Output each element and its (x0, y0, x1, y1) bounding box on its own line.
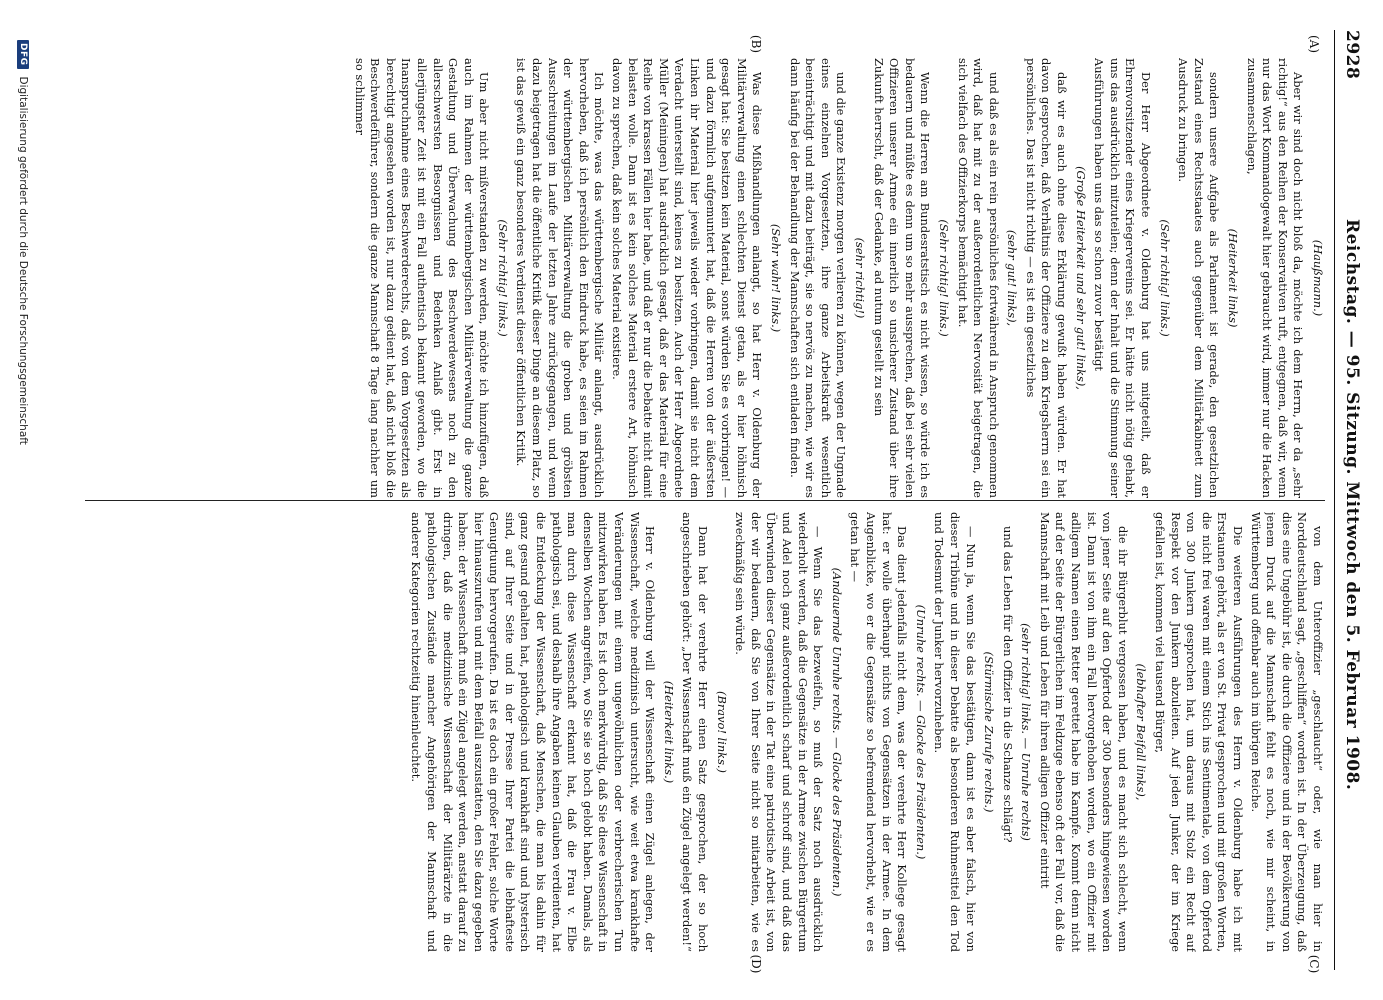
paragraph: Aber wir sind doch nicht bloß da, möchte ich dem Herrn, der da „sehr richtig!“ aus den Reihen der Konservativen ruft, entgegnen, daß wir, wenn nur das Wort Kommandogewalt hier gebraucht wird, immer nur die Hacken zusammenschlagen, (1244, 58, 1306, 498)
interjection: (sehr richtig!) (852, 237, 867, 319)
margin-marker-b: (B) (749, 34, 763, 54)
page-number: 2928 (1342, 30, 1362, 80)
header-rule (1334, 30, 1335, 970)
right-column (85, 512, 1325, 952)
interjection: (Bravo! links.) (714, 691, 729, 773)
interjection: (sehr richtig! links. — Unruhe rechts) (1019, 623, 1034, 841)
interjection: (Stürmische Zurufe rechts.) (982, 651, 997, 813)
paragraph: Das dient jedenfalls nicht dem, was der verehrte Herr Kollege gesagt hat: er wolle überhaupt nichts von Gegensätzen in der Armee. In dem Augenblicke, wo er die Gegensätze so befremdend hervorhebt, wie er es getan hat — (848, 512, 910, 952)
interjection: (lebhafter Beifall links), (1134, 663, 1149, 801)
left-column-body (351, 58, 1305, 498)
margin-marker-c: (C) (1307, 954, 1321, 974)
column-divider (85, 500, 1325, 501)
interjection: (Große Heiterkeit und sehr gut! links), (1073, 166, 1088, 390)
left-column (85, 58, 1325, 498)
paragraph: die ihr Bürgerblut vergossen haben, und es macht sich schlecht, wenn von jener Seite auf den Opfertod der 300 besonders hingewiesen worden ist. Dann ist von ihm ein Fall hervorgehoben worden, wo ein Offizier mit adligem Namen einen Retter gerettet habe im Kampfe. Kommt denn nicht auf der Seite der Bürgerlichen im Feldzuge ebenso oft der Fall vor, daß die Mannschaft mit Leib und Leben für ihren adligen Offizier eintritt (1037, 512, 1130, 952)
paragraph: und das Leben für den Offizier in die Schanze schlägt? (1000, 526, 1015, 843)
paragraph: Die weiteren Ausführungen des Herrn v. Oldenburg habe ich mit Erstaunen gehört, als er von St. Privat gesprochen und mit großen Worten, die nicht frei waren mit einem Stich ins Sentimentale, von dem Opfertod von 300 Junkern gesprochen hat, um daraus mit Stolz ein Recht auf Respekt vor den Junkern abzuleiten. Auf jeden Junker, der im Kriege gefallen ist, kommen viel tausend Bürger, (1153, 512, 1246, 952)
interjection: (Heiterkeit links.) (661, 680, 676, 784)
paragraph: von dem Unteroffizier „geschlaucht“ oder, wie man hier in Norddeutschland sagt, „geschliffen“ worden ist. In der Überzeugung, daß dies eine Ungebühr ist, die durch die Offiziere und in der Bevölkerung von jenem Druck auf die Mannschaft fehlt es noch, wie mir scheint, in Württemberg und offenbar auch im übrigen Reiche. (1248, 512, 1325, 952)
interjection: (Andauernde Unruhe rechts. — Glocke des Präsidenten.) (829, 567, 844, 897)
paragraph: und daß es als ein rein persönliches fortwährend in Anspruch genommen wird, daß hat mit zu der außerordentlichen Nervosität beigetragen, die sich vielfach des Offizierkorps bemächtigt hat. (955, 58, 1001, 498)
interjection: (Heiterkeit links) (1226, 228, 1241, 328)
interjection: (sehr gut! links), (1005, 229, 1020, 327)
paragraph: Herr v. Oldenburg will der Wissenschaft einen Zügel anlegen, der Wissenschaft, welche medizinisch untersucht, wie weit etwa krankhafte Veränderungen mit einem ungewöhnlichen oder verbrecherischen Tun mitzuwirken haben. Es ist doch merkwürdig, daß Sie diese Wissenschaft in denselben Wochen angreifen, wo Sie sie so hoch gelobt haben. Damals, als man durch diese Wissenschaft erkannt hat, daß die Frau v. Elbe pathologisch sei, und deshalb ihre Angaben keinen Glauben verdienten, hat die Entdeckung der Wissenschaft, daß Menschen, die man bis dahin für ganz gesund gehalten hat, pathologisch und krankhaft sind und hysterisch sind, auf Ihrer Seite und in der Presse Ihrer Partei die lebhafteste Genugtuung hervorgerufen. Da ist es doch ein großer Fehler, solche Worte hier hinauszurufen und mit dem Beifall auszustatten, den Sie dazu gegeben haben: der Wissenschaft muß ein Zügel angelegt werden, anstatt darauf zu dringen, daß die medizinische Wissenschaft der Militärärzte in die pathologischen Zustände mancher Angehörigen der Mannschaft und anderer Kategorien rechtzeitig hineinleuchtet. (409, 512, 658, 952)
interjection: (Sehr richtig! links.) (936, 219, 951, 337)
paragraph: Dann hat der verehrte Herr einen Satz gesprochen, der so hoch angeschrieben gehört: „Der Wissenschaft muß ein Zügel angelegt werden!“ (680, 512, 711, 952)
page-title: Reichstag. — 95. Sitzung. Mittwoch den 5. Februar 1908. (1342, 218, 1362, 791)
paragraph: — Nun ja, wenn Sie das bestätigen, dann ist es aber falsch, hier von dieser Tribüne und in dieser Debatte als besonderen Ruhmestitel den Tod und Todesmut der Junker hervorzuheben. (932, 512, 978, 952)
interjection: (Sehr richtig! links.) (1157, 219, 1172, 337)
margin-marker-d: (D) (749, 954, 763, 974)
paragraph: — Wenn Sie das bezweifeln, so muß der Satz noch ausdrücklich wiederholt werden, daß die Gegensätze in der Armee zwischen Bürgertum und Adel noch ganz außerordentlich scharf und schroff sind, und daß das Überwinden dieser Gegensätze in der Tat eine patriotische Arbeit ist, von der wir bedauern, daß Sie von Ihrer Seite nicht so mitarbeiten, wie es zweckmäßig sein würde. (733, 512, 826, 952)
interjection: (Sehr richtig! links.) (495, 219, 510, 337)
paragraph: sondern unsere Aufgabe als Parlament ist gerade, den gesetzlichen Zustand eines Rechtsstaates auch gegenüber dem Militärkabinett zum Ausdruck zu bringen. (1176, 58, 1222, 498)
interjection: (Unruhe rechts. — Glocke des Präsidenten.) (913, 604, 928, 860)
paragraph: Was diese Mißhandlungen anlangt, so hat Herr v. Oldenburg der Militärverwaltung einen schlechten Dienst getan, als er hier höhnisch gesagt hat: Sie besitzen kein Material, sonst würden Sie es vorbringen! — und dazu förmlich aufgemuntert hat, daß die Herren von der äußersten Linken ihr Material hier jeweils wieder vorbringen, damit sie nicht dem Verdacht unterstellt sind, keines zu besitzen. Auch der Herr Abgeordnete Müller (Meiningen) hat ausdrücklich gesagt, daß er das Material für eine Reihe von krassen Fällen hier habe, und daß er nur die Debatte nicht damit belasten wolle. Dann ist es kein solches Material erstere Art, höhnisch davon zu sprechen, daß kein solches Material existiere. (610, 58, 765, 498)
page-header (1339, 30, 1365, 970)
paragraph: daß wir es auch ohne diese Erklärung gewußt haben würden. Er hat davon gesprochen, daß Verhältnis der Offiziere zu dem Kriegsherrn sei ein persönliches. Das ist nicht richtig — es ist ein gesetzliches (1023, 58, 1070, 498)
paragraph: und die ganze Existenz morgen verlieren zu können, wegen der Ungnade eines einzelnen Vorgesetzten, ihre ganze Arbeitskraft wesentlich beeinträchtigt und mit dazu beiträgt, sie so nervös zu machen, wie wir es dann häufig bei der Behandlung der Mannschaften sich entladen finden. (787, 58, 849, 498)
dfg-logo: DFG (17, 40, 29, 69)
digitization-credit: Digitalisierung gefördert durch die Deutsche Forschungsgemeinschaft (17, 76, 29, 445)
paragraph: Wenn die Herren am Bundesratstisch es nicht wissen, so würde ich es bedauern und müßte es denn um so mehr aussprechen, daß bei sehr vielen Offizieren unserer Armee ein innerlich so unsicherer Zustand über ihre Zukunft herrscht, daß der Gedanke, ad nutum gestellt zu sein (871, 58, 933, 498)
page-footer (13, 40, 33, 960)
paragraph: Der Herr Abgeordnete v. Oldenburg hat uns mitgeteilt, daß er Ehrenvorsitzender eines Kriegervereins sei. Er hätte nicht nötig gehabt, uns das ausdrücklich mitzuteilen; denn der Inhalt und die Stimmung seiner Ausführungen haben uns das so schon zuvor bestätigt (1092, 58, 1154, 498)
paragraph: Ich möchte, was das württembergische Militär anlangt, ausdrücklich hervorheben, daß ich persönlich den Eindruck habe, es seien im Rahmen der württembergischen Militärverwaltung die groben und gröbsten Ausschreitungen im Laufe der letzten Jahre zurückgegangen, und wenn dazu beigetragen hat die öffentliche Kritik dieser Dinge an diesem Platz, so ist das gewiß ein ganz besonderes Verdienst dieser öffentlichen Kritik. (514, 58, 607, 498)
margin-marker-a: (A) (1307, 34, 1321, 54)
interjection: (Sehr wahr! links.) (769, 223, 783, 333)
speaker-name: (Haußmann.) (1311, 239, 1325, 317)
paragraph: Um aber nicht mißverstanden zu werden, möchte ich hinzufügen, daß auch im Rahmen der württembergischen Militärverwaltung die ganze Gestaltung und Überwachung des Beschwerdewesens noch zu den allerschwersten Besorgnissen und Bedenken Anlaß gibt. Erst in allerjüngster Zeit ist mit ein Fall authentisch bekannt geworden, wo die Inanspruchnahme eines Beschwerderechts, daß von dem Vorgesetzten als berechtigt angesehen worden ist, nur dazu gedient hat, daß nicht bloß die Beschwerdeführer, sondern die ganze Mannschaft 8 Tage lang nachher um so schlimmer (352, 58, 492, 498)
right-column-body (408, 512, 1325, 952)
